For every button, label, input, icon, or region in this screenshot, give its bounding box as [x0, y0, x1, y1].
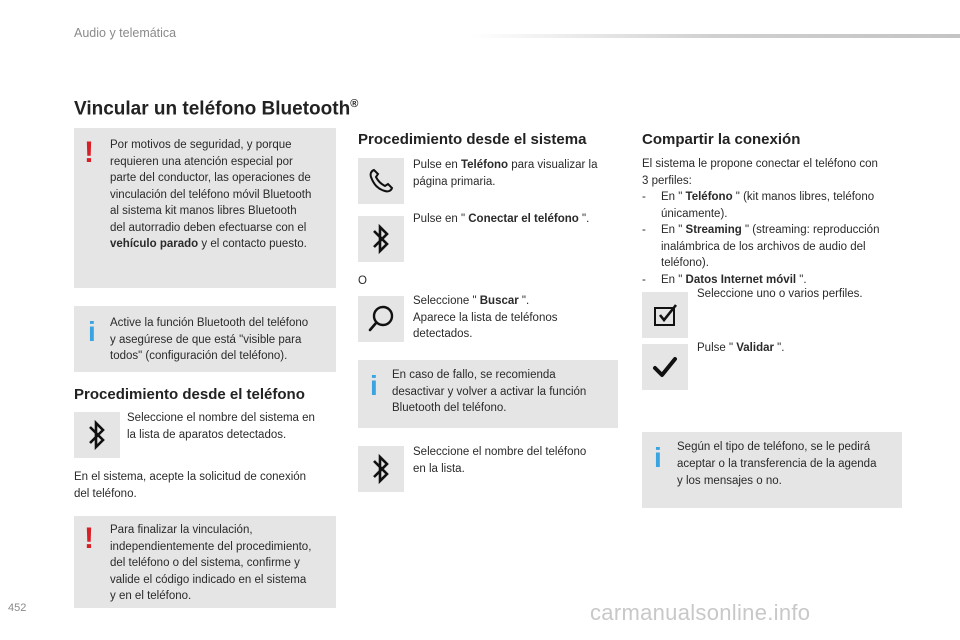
- system-step1-text: Pulse en Teléfono para visualizar la página primaria.: [413, 159, 598, 188]
- phone-name-button[interactable]: [358, 446, 404, 492]
- failure-info-box: [358, 360, 618, 428]
- bluetooth-icon: [85, 418, 109, 452]
- search-icon: [365, 303, 397, 335]
- page-number: 452: [8, 602, 27, 614]
- safety-warning-text: Por motivos de seguridad, y porque requieren una atención especial por parte del conductor, las operaciones de vinculación del teléfono móvil Bluetooth al sistema kit manos libres Bluetooth del autorradio deben efectuarse con el vehículo parado y el contacto puesto.: [110, 139, 312, 250]
- system-step2-text: Pulse en " Conectar el teléfono ".: [413, 213, 590, 225]
- info-icon: i: [88, 316, 96, 347]
- system-step3-text: Seleccione " Buscar ". Aparece la lista de teléfonos detectados.: [413, 295, 558, 340]
- phone-step-text: Seleccione el nombre del sistema en la lista de aparatos detectados.: [127, 412, 315, 441]
- profile-select-button[interactable]: [642, 292, 688, 338]
- profiles-list: [642, 189, 907, 288]
- bluetooth-icon: [369, 222, 393, 256]
- pairing-warning-box: [74, 516, 336, 608]
- header-divider: [470, 34, 960, 38]
- bluetooth-button[interactable]: [74, 412, 120, 458]
- search-button[interactable]: [358, 296, 404, 342]
- page-title: Vincular un teléfono Bluetooth®: [74, 98, 359, 120]
- pairing-warning-text: Para finalizar la vinculación, independientemente del procedimiento, del teléfono o del sistema, confirme y valide el código indicado en el sistema y en el teléfono.: [110, 524, 312, 602]
- info-icon: i: [654, 442, 662, 473]
- bluetooth-info-text: Active la función Bluetooth del teléfono y asegúrese de que está "visible para todos" (configuración del teléfono).: [110, 317, 309, 362]
- info-icon: i: [370, 370, 378, 401]
- system-procedure-heading: Procedimiento desde el sistema: [358, 131, 587, 148]
- checkbox-check-icon: [650, 300, 680, 330]
- accept-connection-text: En el sistema, acepte la solicitud de conexión del teléfono.: [74, 471, 307, 500]
- validate-text: Pulse " Validar ".: [697, 342, 785, 354]
- watermark: carmanualsonline.info: [590, 600, 811, 625]
- bluetooth-info-box: [74, 306, 336, 372]
- checkmark-icon: [650, 352, 680, 382]
- bluetooth-icon: [369, 452, 393, 486]
- share-connection-heading: Compartir la conexión: [642, 131, 801, 148]
- select-profiles-text: Seleccione uno o varios perfiles.: [697, 288, 863, 300]
- failure-info-text: En caso de fallo, se recomienda desactivar y volver a activar la función Bluetooth del teléfono.: [392, 369, 587, 414]
- list-item: - En " Datos Internet móvil ".: [642, 273, 807, 286]
- or-label: O: [358, 275, 367, 287]
- validate-button[interactable]: [642, 344, 688, 390]
- list-item: - En " Teléfono " (kit manos libres, teléfono únicamente).: [642, 191, 875, 220]
- agenda-info-box: [642, 432, 902, 508]
- list-item: - En " Streaming " (streaming: reproducción inalámbrica de los archivos de audio del teléfono).: [642, 224, 880, 269]
- system-step4-text: Seleccione el nombre del teléfono en la lista.: [413, 446, 587, 475]
- safety-warning-box: [74, 128, 336, 288]
- section-header: Audio y telemática: [74, 26, 177, 40]
- telephone-button[interactable]: [358, 158, 404, 204]
- phone-procedure-heading: Procedimiento desde el teléfono: [74, 386, 305, 403]
- connect-phone-button[interactable]: [358, 216, 404, 262]
- agenda-info-text: Según el tipo de teléfono, se le pedirá aceptar o la transferencia de la agenda y los mensajes o no.: [677, 441, 877, 487]
- phone-handset-icon: [366, 166, 396, 196]
- profiles-intro-text: El sistema le propone conectar el teléfono con 3 perfiles:: [642, 158, 878, 187]
- warning-icon: !: [84, 522, 94, 555]
- warning-icon: !: [84, 136, 94, 169]
